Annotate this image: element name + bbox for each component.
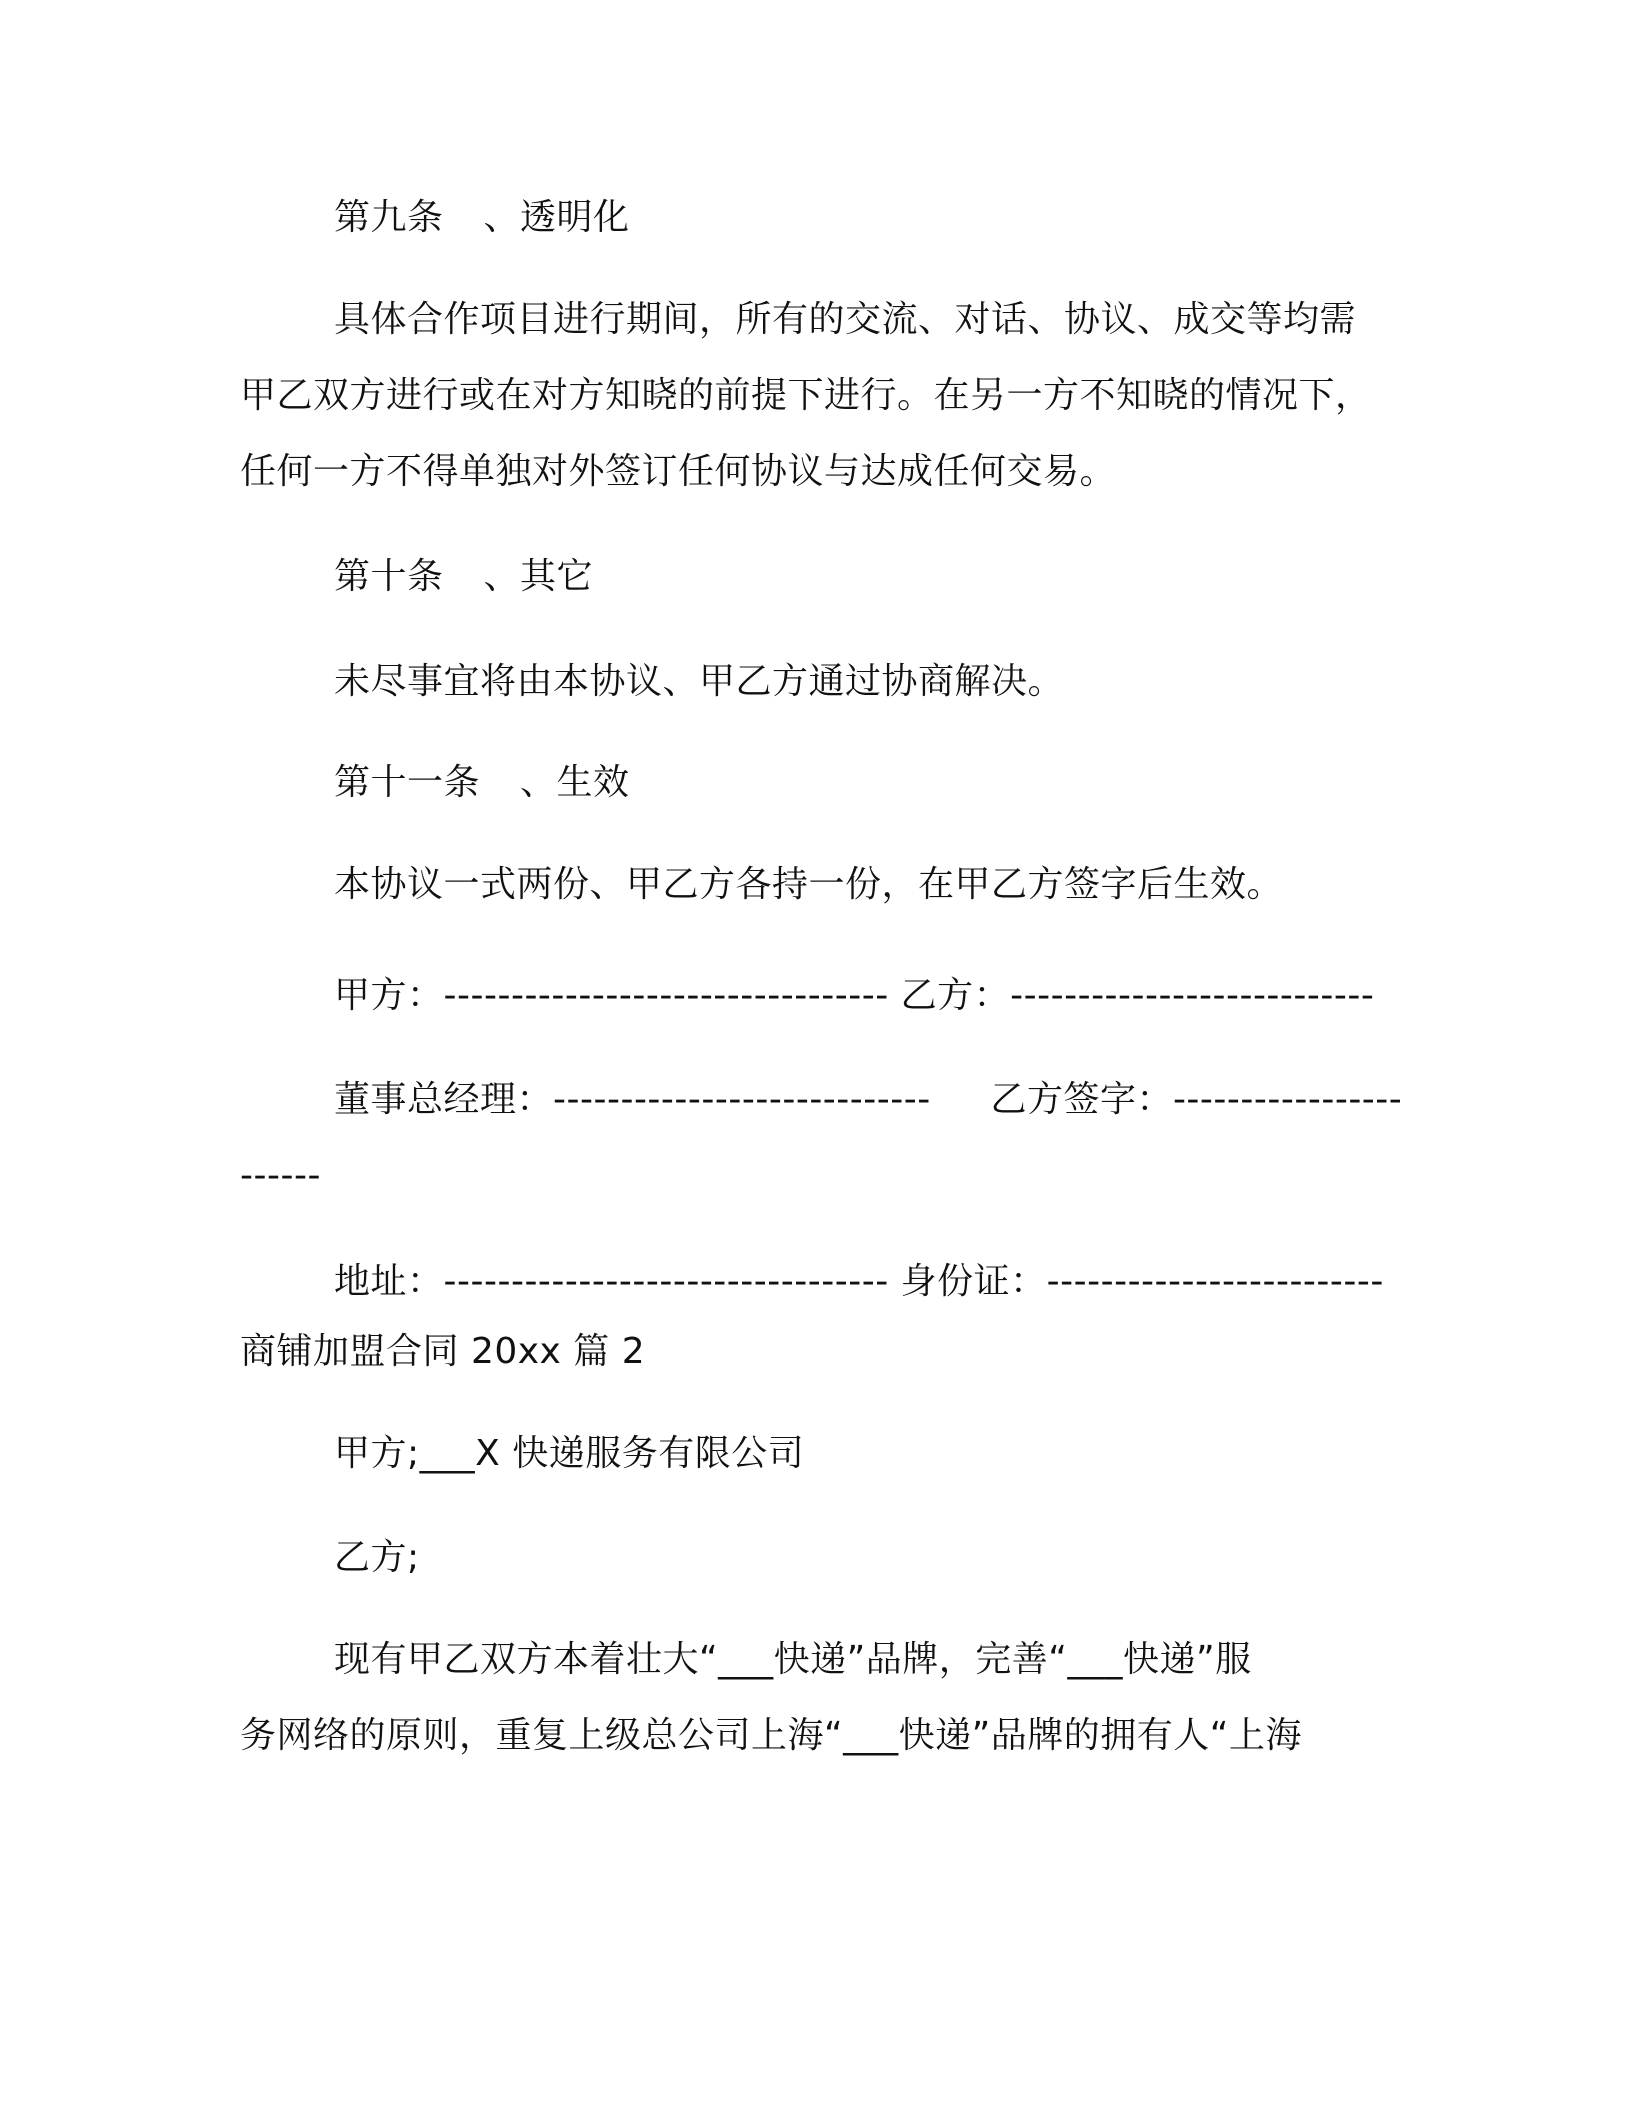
article-10-body: 未尽事宜将由本协议、甲乙方通过协商解决。	[334, 661, 1065, 702]
party-a-line: 甲方;___X 快递服务有限公司	[334, 1433, 805, 1474]
signature-party-line: 甲方：--------------------------------- 乙方：---------------------------	[334, 975, 1375, 1016]
article-10-title: 、其它	[483, 556, 594, 597]
article-10-heading	[334, 553, 593, 601]
section-2-title: 商铺加盟合同 20xx 篇 2	[240, 1331, 646, 1372]
article-11-number: 第十一条	[334, 762, 481, 803]
article-9-number: 第九条	[334, 197, 444, 238]
article-9-heading	[334, 194, 630, 242]
article-11-title: 、生效	[520, 762, 630, 803]
article-9-body-line-3: 任何一方不得单独对外签订任何协议与达成任何交易。	[240, 451, 1117, 492]
article-9-body-line-1: 具体合作项目进行期间，所有的交流、对话、协议、成交等均需	[334, 299, 1357, 340]
article-10-number: 第十条	[334, 556, 444, 597]
signature-manager-continuation: ------	[240, 1155, 321, 1196]
intro-body-line-2: 务网络的原则，重复上级总公司上海“___快递”品牌的拥有人“上海	[240, 1715, 1302, 1756]
article-11-heading	[334, 759, 630, 807]
article-9-title: 、透明化	[483, 197, 630, 238]
intro-body-line-1: 现有甲乙双方本着壮大“___快递”品牌，完善“___快递”服	[334, 1639, 1252, 1680]
article-11-body: 本协议一式两份、甲乙方各持一份，在甲乙方签字后生效。	[334, 864, 1284, 905]
party-b-line: 乙方;	[334, 1537, 420, 1578]
signature-address-line: 地址：--------------------------------- 身份证：-------------------------	[334, 1261, 1384, 1302]
article-9-body-line-2: 甲乙双方进行或在对方知晓的前提下进行。在另一方不知晓的情况下，	[240, 375, 1372, 416]
signature-manager-line: 董事总经理：---------------------------- 乙方签字：-----------------	[334, 1079, 1403, 1120]
